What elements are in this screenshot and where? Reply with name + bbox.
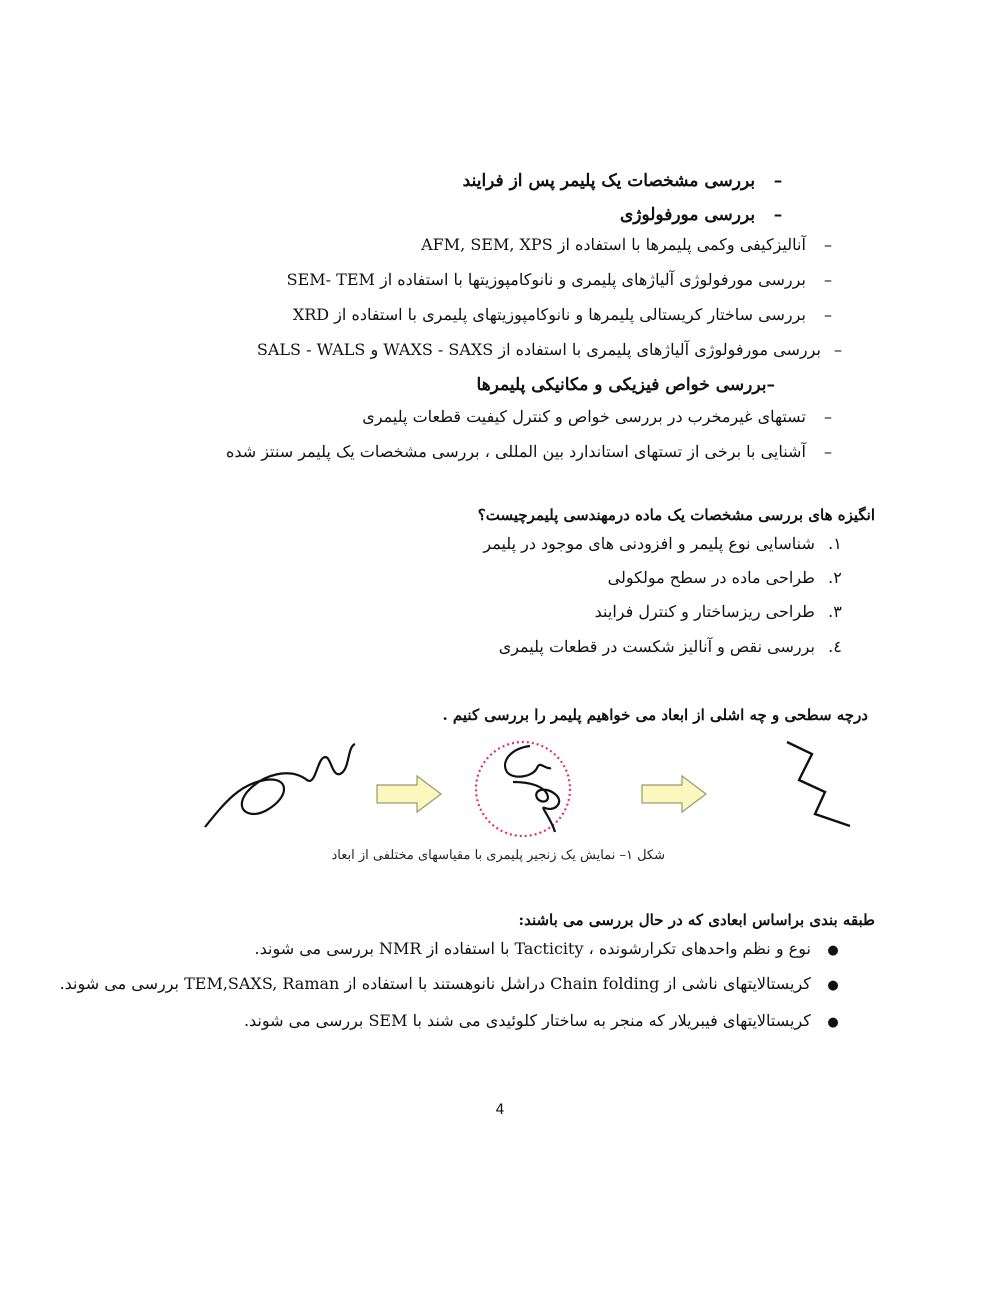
- zigzag-chain: [787, 742, 850, 826]
- heading-text: بررسی خواص فیزیکی و مکانیکی پلیمرها: [476, 375, 767, 395]
- item-text: طراحی ماده در سطح مولکولی: [607, 568, 815, 587]
- zoomed-chain: [505, 746, 559, 832]
- dash-marker: –: [766, 375, 775, 395]
- dash-marker: –: [824, 270, 832, 289]
- item-number: ٤.: [828, 637, 842, 656]
- list-item: [362, 406, 845, 428]
- dash-marker: –: [824, 235, 832, 254]
- classification-heading: [519, 909, 875, 931]
- motivation-question: [478, 504, 875, 526]
- item-text: بررسی ساختار کریستالی پلیمرها و نانوکامپوزیتهای پلیمری با استفاده از XRD: [292, 305, 806, 324]
- heading-text: بررسی مشخصات یک پلیمر پس از فرایند: [462, 171, 756, 191]
- question-text: درچه سطحی و چه اشلی از ابعاد می خواهیم پلیمر را بررسی کنیم .: [442, 706, 868, 724]
- numbered-item: [499, 636, 850, 658]
- item-text: آشنایی با برخی از تستهای استاندارد بین المللی ، بررسی مشخصات یک پلیمر سنتز شده: [225, 442, 806, 461]
- figure-caption: شکل ١– نمایش یک زنجیر پلیمری با مقیاسهای مختلفی از ابعاد: [331, 848, 665, 863]
- list-item: [293, 304, 845, 326]
- list-item: [257, 339, 850, 361]
- dash-marker: –: [773, 205, 783, 225]
- numbered-item: [483, 533, 850, 555]
- bullet-icon: ●: [827, 978, 839, 993]
- list-item: [287, 269, 845, 291]
- bullet-item: [244, 1010, 850, 1034]
- bullet-icon: ●: [827, 1015, 839, 1030]
- heading-physical-mechanical: [477, 374, 775, 396]
- arrow-right-icon: [377, 776, 441, 812]
- item-text: بررسی نقص و آنالیز شکست در قطعات پلیمری: [498, 637, 815, 656]
- random-coil-chain: [205, 744, 355, 827]
- dash-marker: –: [824, 305, 832, 324]
- bullet-icon: ●: [827, 943, 839, 958]
- heading-characterization: [463, 170, 795, 192]
- dash-marker: –: [824, 442, 832, 461]
- item-text: تستهای غیرمخرب در بررسی خواص و کنترل کیفیت قطعات پلیمری: [362, 407, 806, 426]
- item-text: بررسی مورفولوژی آلیاژهای پلیمری با استفاده از WAXS - SAXS و SALS - WALS: [256, 340, 821, 359]
- arrow-right-icon: [642, 776, 706, 812]
- numbered-item: [608, 567, 850, 589]
- numbered-item: [595, 601, 850, 623]
- heading-text: طبقه بندی براساس ابعادی که در حال بررسی می باشند:: [518, 911, 875, 929]
- dash-marker: –: [834, 340, 842, 359]
- item-text: طراحی ریزساختار و کنترل فرایند: [594, 602, 815, 621]
- item-number: ۱.: [828, 534, 842, 553]
- item-text: کریستالایتهای فیبریلار که منجر به ساختار کلوئیدی می شند با SEM بررسی می شوند.: [243, 1011, 811, 1030]
- bullet-item: [60, 973, 850, 997]
- dash-marker: –: [773, 171, 783, 191]
- question-text: انگیزه های بررسی مشخصات یک ماده درمهندسی پلیمرچیست؟: [477, 506, 875, 524]
- bullet-item: [255, 938, 850, 962]
- list-item: [421, 234, 845, 256]
- item-text: نوع و نظم واحدهای تکرارشونده ، Tacticity با استفاده از NMR بررسی می شوند.: [254, 939, 811, 958]
- heading-morphology: [620, 204, 795, 226]
- item-text: آنالیزکیفی وکمی پلیمرها با استفاده از AFM, SEM, XPS: [421, 235, 806, 254]
- polymer-chain-figure: [195, 722, 875, 847]
- item-number: ۳.: [828, 602, 842, 621]
- page-number: 4: [495, 1102, 505, 1118]
- item-text: کریستالایتهای ناشی از Chain folding دراشل نانوهستند با استفاده از TEM,SAXS, Raman بررسی می شوند.: [59, 974, 811, 993]
- dash-marker: –: [824, 407, 832, 426]
- item-text: بررسی مورفولوژی آلیاژهای پلیمری و نانوکامپوزیتها با استفاده از SEM- TEM: [286, 270, 806, 289]
- list-item: [226, 441, 845, 463]
- item-text: شناسایی نوع پلیمر و افزودنی های موجود در پلیمر: [483, 534, 815, 553]
- heading-text: بررسی مورفولوژی: [619, 205, 756, 225]
- item-number: ۲.: [828, 568, 842, 587]
- zoom-circle: [476, 742, 570, 836]
